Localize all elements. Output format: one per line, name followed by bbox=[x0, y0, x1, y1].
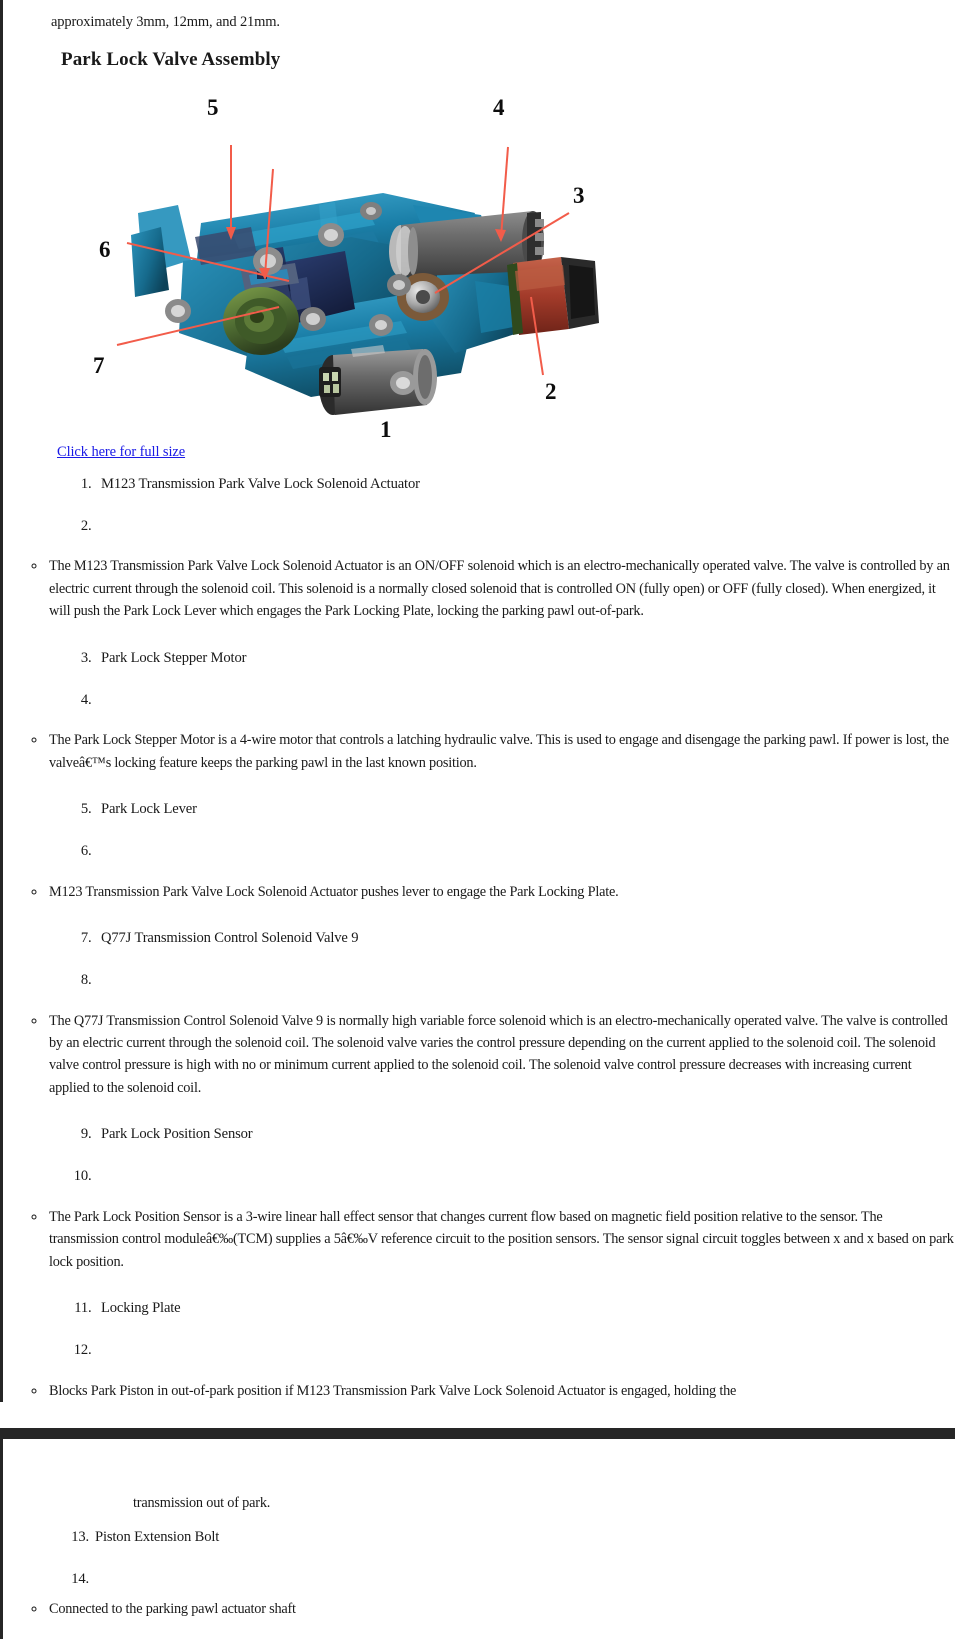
sub-list-8 bbox=[3, 1010, 955, 1100]
sub-item-park-lock-lever-description: ◦ M123 Transmission Park Valve Lock Solenoid Actuator pushes lever to engage the Park Locking Plate. bbox=[47, 881, 955, 903]
list-marker-14: 14. bbox=[71, 1571, 89, 1588]
component-list-5 bbox=[3, 800, 955, 860]
sub-list-2 bbox=[3, 555, 955, 622]
component-list-3 bbox=[3, 649, 955, 709]
list-item-10 bbox=[95, 1167, 955, 1185]
sub-item-stepper-motor-description: ◦ The Park Lock Stepper Motor is a 4-wire motor that controls a latching hydraulic valve. This is used to engage and disengage the parking pawl. If power is lost, the valveâ€™s locking feature keeps the parking pawl in the last known position. bbox=[47, 729, 955, 774]
list-item-4 bbox=[95, 691, 955, 709]
sub-item-position-sensor-description: ◦ The Park Lock Position Sensor is a 3-wire linear hall effect sensor that changes current flow based on magnetic field position relative to the sensor. The transmission control moduleâ€‰(TCM) supplies a 5â€‰V reference circuit to the position sensors. The sensor signal circuit toggles between x and x based on park lock position. bbox=[47, 1206, 955, 1273]
sub-list-10 bbox=[3, 1206, 955, 1273]
sub-list-14 bbox=[3, 1598, 955, 1620]
list-item-6 bbox=[95, 842, 955, 860]
full-size-image-link[interactable]: Click here for full size bbox=[57, 444, 186, 460]
q77j-solenoid-valve bbox=[507, 257, 599, 335]
list-item-1: 1. M123 Transmission Park Valve Lock Solenoid Actuator bbox=[95, 475, 955, 493]
list-item-3: 3. Park Lock Stepper Motor bbox=[95, 649, 955, 667]
list-item-8 bbox=[95, 971, 955, 989]
sub-list-12 bbox=[3, 1380, 955, 1402]
list-item-12 bbox=[95, 1341, 955, 1359]
component-list-13 bbox=[3, 1528, 955, 1588]
callout-number-1: 1 bbox=[380, 417, 392, 440]
sub-item-q77j-description: ◦ The Q77J Transmission Control Solenoid Valve 9 is normally high variable force solenoid which is an electro-mechanically operated valve. The valve is controlled by an electric current through the solenoid coil. The solenoid valve varies the control pressure depending on the current applied to the solenoid coil. The solenoid valve control pressure is high with no or minimum current applied to the solenoid coil. The solenoid valve control pressure decreases with increasing current applied to the solenoid coil. bbox=[47, 1010, 955, 1100]
callout-number-4: 4 bbox=[493, 95, 505, 120]
document-page-2 bbox=[0, 1439, 955, 1639]
continued-text-transmission-out-of-park: transmission out of park. bbox=[133, 1494, 271, 1511]
sub-list-4 bbox=[3, 729, 955, 774]
list-item-14 bbox=[71, 1570, 955, 1588]
list-item-13 bbox=[71, 1528, 955, 1546]
list-marker-13: 13. bbox=[71, 1528, 89, 1545]
intro-text: approximately 3mm, 12mm, and 21mm. bbox=[51, 14, 280, 30]
component-list-11 bbox=[3, 1299, 955, 1359]
list-item-7: 7. Q77J Transmission Control Solenoid Valve 9 bbox=[95, 929, 955, 947]
component-list bbox=[3, 475, 955, 535]
hall-effect-sensor bbox=[223, 287, 299, 355]
callout-number-6: 6 bbox=[99, 237, 111, 262]
sub-list-6 bbox=[3, 881, 955, 903]
list-item-13-label: Piston Extension Bolt bbox=[95, 1528, 220, 1545]
list-item-11: 11. Locking Plate bbox=[95, 1299, 955, 1317]
list-item-9: 9. Park Lock Position Sensor bbox=[95, 1125, 955, 1143]
callout-number-2: 2 bbox=[545, 379, 557, 404]
list-item-2 bbox=[95, 517, 955, 535]
page-break-divider bbox=[0, 1428, 955, 1439]
page-title: Park Lock Valve Assembly bbox=[61, 49, 281, 70]
m123-solenoid-actuator bbox=[319, 345, 437, 415]
valve-assembly-illustration bbox=[83, 85, 643, 440]
sub-item-m123-description: ◦ The M123 Transmission Park Valve Lock Solenoid Actuator is an ON/OFF solenoid which is an electro-mechanically operated valve. The valve is controlled by an electric current through the solenoid coil. This solenoid is a normally closed solenoid that is controlled ON (fully open) or OFF (fully closed). When energized, it will push the Park Lock Lever which engages the Park Locking Plate, locking the parking pawl out-of-park. bbox=[47, 555, 955, 622]
callout-number-7: 7 bbox=[93, 353, 105, 378]
callout-number-5: 5 bbox=[207, 95, 219, 120]
park-lock-valve-assembly-figure bbox=[83, 85, 643, 440]
component-list-7 bbox=[3, 929, 955, 989]
component-list-9 bbox=[3, 1125, 955, 1185]
sub-item-piston-extension-bolt-description: ◦ Connected to the parking pawl actuator shaft bbox=[47, 1598, 955, 1620]
sub-item-locking-plate-description: ◦ Blocks Park Piston in out-of-park position if M123 Transmission Park Valve Lock Solenoid Actuator is engaged, holding the bbox=[47, 1380, 955, 1402]
list-item-5: 5. Park Lock Lever bbox=[95, 800, 955, 818]
callout-number-3: 3 bbox=[573, 183, 585, 208]
